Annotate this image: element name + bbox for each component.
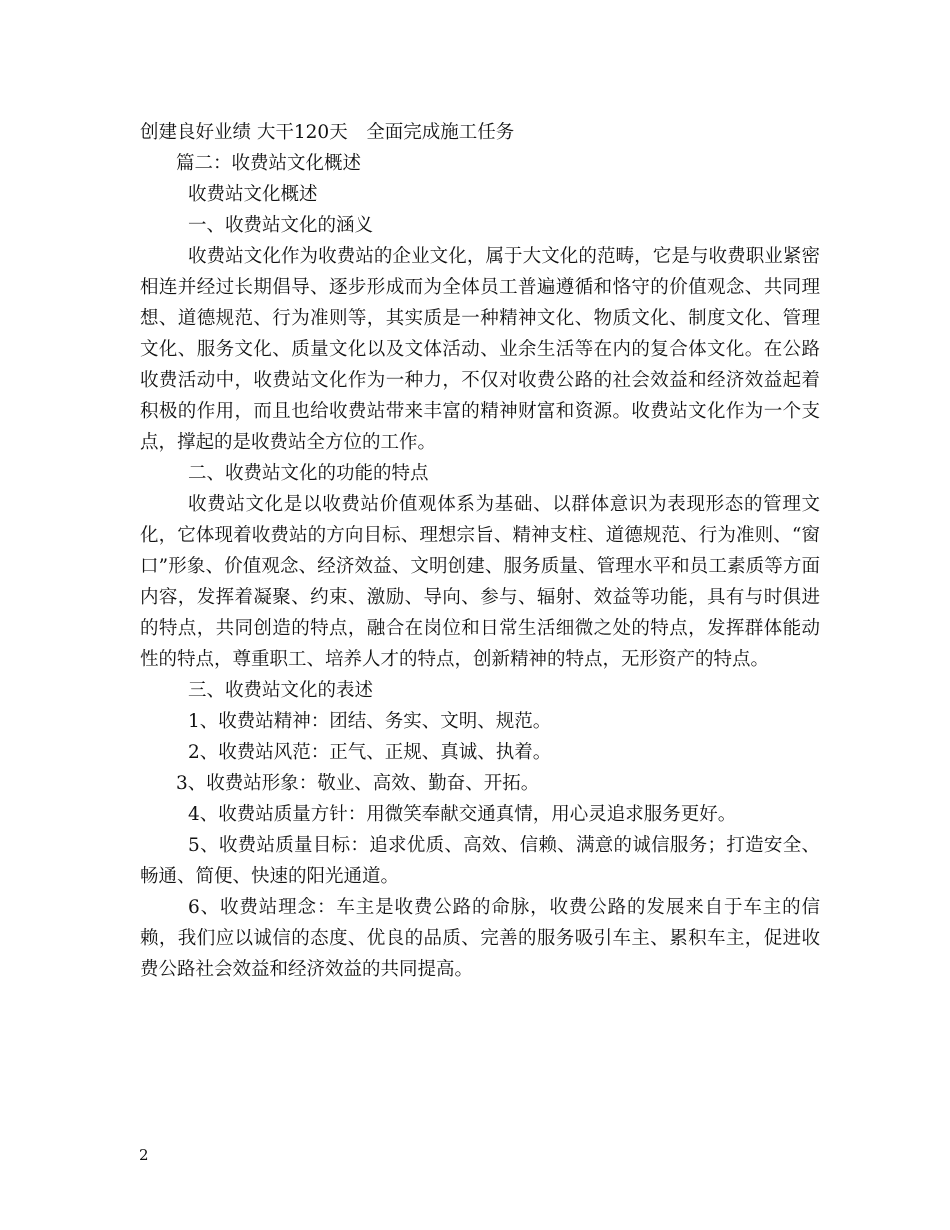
- section-title: 篇二：收费站文化概述: [176, 153, 362, 174]
- page-number: 2: [139, 1146, 149, 1164]
- heading-3: 三、收费站文化的表述: [188, 680, 374, 701]
- list-item-1: 1、收费站精神：团结、务实、文明、规范。: [188, 711, 552, 732]
- paragraph-1: 收费站文化作为收费站的企业文化，属于大文化的范畴，它是与收费职业紧密相连并经过长期倡导、逐步形成而为全体员工普遍遵循和恪守的价值观念、共同理想、道德规范、行为准则等，其实质是一种精神文化、物质文化、制度文化、管理文化、服务文化、质量文化以及文体活动、业余生活等在内的复合体文化。在公路收费活动中，收费站文化作为一种力，不仅对收费公路的社会效益和经济效益起着积极的作用，而且也给收费站带来丰富的精神财富和资源。收费站文化作为一个支点，撑起的是收费站全方位的工作。: [140, 246, 820, 453]
- document-body: [140, 117, 820, 985]
- header-line: 创建良好业绩 大干120天 全面完成施工任务: [140, 122, 515, 143]
- heading-2: 二、收费站文化的功能的特点: [188, 463, 429, 484]
- list-item-5: 5、收费站质量目标：追求优质、高效、信赖、满意的诚信服务；打造安全、畅通、简便、快速的阳光通道。: [140, 835, 820, 887]
- list-item-3: 3、收费站形象：敬业、高效、勤奋、开拓。: [176, 773, 540, 794]
- list-item-4: 4、收费站质量方针：用微笑奉献交通真情，用心灵追求服务更好。: [188, 804, 737, 825]
- heading-1: 一、收费站文化的涵义: [188, 215, 374, 236]
- document-title: 收费站文化概述: [188, 184, 318, 205]
- paragraph-2: 收费站文化是以收费站价值观体系为基础、以群体意识为表现形态的管理文化，它体现着收费站的方向目标、理想宗旨、精神支柱、道德规范、行为准则、“窗口”形象、价值观念、经济效益、文明创建、服务质量、管理水平和员工素质等方面内容，发挥着凝聚、约束、激励、导向、参与、辐射、效益等功能，具有与时俱进的特点，共同创造的特点，融合在岗位和日常生活细微之处的特点，发挥群体能动性的特点，尊重职工、培养人才的特点，创新精神的特点，无形资产的特点。: [140, 494, 820, 670]
- list-item-6: 6、收费站理念：车主是收费公路的命脉，收费公路的发展来自于车主的信赖，我们应以诚信的态度、优良的品质、完善的服务吸引车主、累积车主，促进收费公路社会效益和经济效益的共同提高。: [140, 897, 820, 980]
- list-item-2: 2、收费站风范：正气、正规、真诚、执着。: [188, 742, 552, 763]
